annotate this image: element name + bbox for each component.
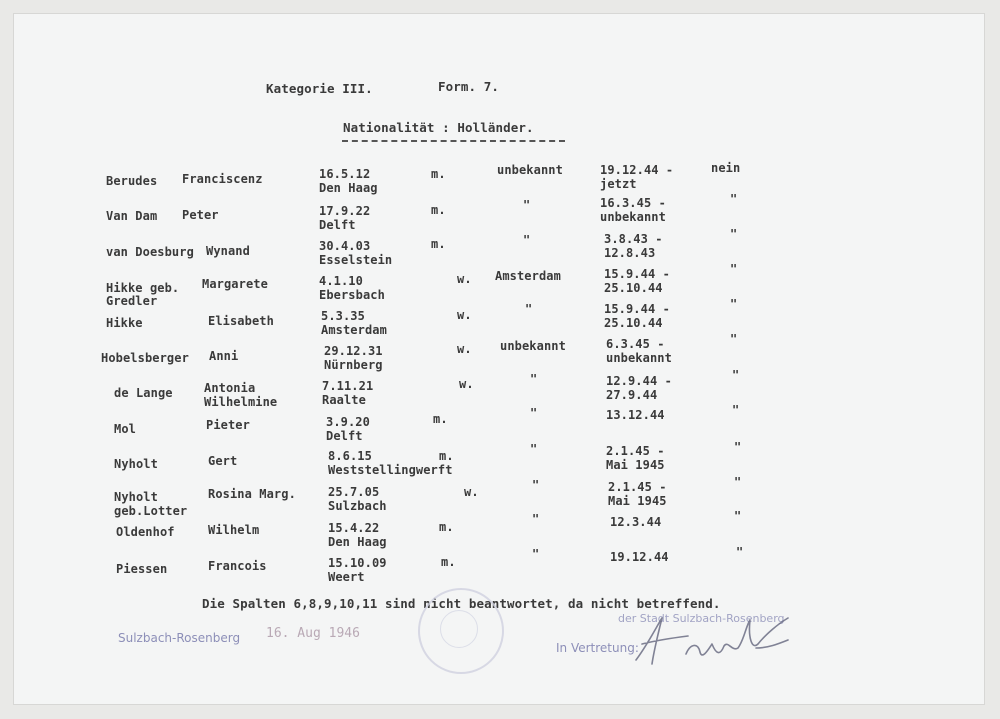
row-firstname-line2: Wilhelmine (204, 395, 278, 409)
row-period-end: 25.10.44 (604, 316, 663, 330)
row-residence: " (532, 512, 540, 526)
row-answer: " (732, 403, 740, 417)
row-sex: m. (431, 237, 446, 251)
row-sex: m. (431, 203, 446, 217)
row-firstname: Wynand (206, 244, 250, 258)
row-surname: Hikke (106, 316, 143, 330)
row-surname: Hikke geb. (106, 281, 180, 295)
row-surname-line2: Gredler (106, 294, 158, 308)
row-period-end: jetzt (600, 177, 637, 191)
row-answer: " (734, 509, 742, 523)
row-period-start: 13.12.44 (606, 408, 665, 422)
row-period-end: 27.9.44 (606, 388, 658, 402)
row-residence: unbekannt (497, 163, 563, 177)
row-surname: Berudes (106, 174, 158, 188)
row-answer: " (732, 368, 740, 382)
row-answer: " (734, 440, 742, 454)
official-seal-emblem (440, 610, 478, 648)
row-period-start: 2.1.45 - (608, 480, 667, 494)
row-birthplace: Amsterdam (321, 323, 387, 337)
row-firstname: Elisabeth (208, 314, 274, 328)
row-period-end: unbekannt (600, 210, 666, 224)
row-sex: m. (441, 555, 456, 569)
row-birthplace: Delft (326, 429, 363, 443)
row-surname: Piessen (116, 562, 168, 576)
row-surname: Nyholt (114, 490, 158, 504)
row-surname: Oldenhof (116, 525, 175, 539)
row-firstname: Peter (182, 208, 219, 222)
row-surname: de Lange (114, 386, 173, 400)
row-surname: Van Dam (106, 209, 158, 223)
row-period-start: 12.3.44 (610, 515, 662, 529)
row-firstname: Margarete (202, 277, 268, 291)
row-residence: " (532, 478, 540, 492)
row-birthplace: Den Haag (328, 535, 387, 549)
row-birthplace: Weststellingwerft (328, 463, 453, 477)
row-residence: unbekannt (500, 339, 566, 353)
row-birthdate: 16.5.12 (319, 167, 371, 181)
row-surname: Mol (114, 422, 136, 436)
row-birthdate: 29.12.31 (324, 344, 383, 358)
row-birthplace: Nürnberg (324, 358, 383, 372)
footer-note: Die Spalten 6,8,9,10,11 sind nicht beantwortet, da nicht betreffend. (202, 596, 721, 611)
row-surname: Nyholt (114, 457, 158, 471)
row-birthplace: Raalte (322, 393, 366, 407)
row-sex: w. (457, 272, 472, 286)
row-firstname: Francois (208, 559, 267, 573)
row-firstname: Rosina Marg. (208, 487, 296, 501)
stamp-town: Sulzbach-Rosenberg (118, 631, 241, 645)
form-label: Form. 7. (438, 79, 500, 94)
row-birthplace: Weert (328, 570, 365, 584)
row-firstname: Antonia (204, 381, 256, 395)
signature (628, 604, 798, 674)
row-birthplace: Ebersbach (319, 288, 385, 302)
row-firstname: Anni (209, 349, 239, 363)
row-answer: " (730, 192, 738, 206)
row-birthdate: 8.6.15 (328, 449, 372, 463)
row-surname: Hobelsberger (101, 351, 189, 365)
row-birthdate: 7.11.21 (322, 379, 374, 393)
row-sex: w. (457, 308, 472, 322)
row-birthdate: 4.1.10 (319, 274, 363, 288)
row-firstname: Wilhelm (208, 523, 260, 537)
row-period-start: 2.1.45 - (606, 444, 665, 458)
row-period-end: Mai 1945 (606, 458, 665, 472)
row-firstname: Gert (208, 454, 238, 468)
row-period-start: 15.9.44 - (604, 302, 670, 316)
row-residence: " (530, 406, 538, 420)
row-sex: m. (433, 412, 448, 426)
row-residence: " (523, 233, 531, 247)
row-sex: m. (439, 449, 454, 463)
row-answer: " (730, 262, 738, 276)
row-birthplace: Delft (319, 218, 356, 232)
row-sex: w. (457, 342, 472, 356)
row-sex: m. (439, 520, 454, 534)
row-sex: m. (431, 167, 446, 181)
row-residence: " (532, 547, 540, 561)
stamp-authority: der Stadt Sulzbach-Rosenberg (618, 612, 785, 625)
stamp-in-vertretung: In Vertretung: (556, 641, 639, 655)
row-birthdate: 15.4.22 (328, 521, 380, 535)
row-sex: w. (464, 485, 479, 499)
title-underline (342, 140, 565, 142)
row-surname-line2: geb.Lotter (114, 504, 188, 518)
row-residence: " (530, 372, 538, 386)
row-period-end: 25.10.44 (604, 281, 663, 295)
row-period-start: 16.3.45 - (600, 196, 666, 210)
row-period-start: 6.3.45 - (606, 337, 665, 351)
row-firstname: Franciscenz (182, 172, 263, 186)
row-period-end: 12.8.43 (604, 246, 656, 260)
row-answer: " (730, 297, 738, 311)
row-period-start: 12.9.44 - (606, 374, 672, 388)
row-birthdate: 30.4.03 (319, 239, 371, 253)
nationality-title: Nationalität : Holländer. (343, 120, 534, 135)
row-period-start: 15.9.44 - (604, 267, 670, 281)
row-birthdate: 3.9.20 (326, 415, 370, 429)
row-birthdate: 17.9.22 (319, 204, 371, 218)
row-birthdate: 15.10.09 (328, 556, 387, 570)
row-period-start: 19.12.44 - (600, 163, 674, 177)
row-answer: " (736, 545, 744, 559)
row-answer: " (734, 475, 742, 489)
row-residence: " (530, 442, 538, 456)
row-birthplace: Sulzbach (328, 499, 387, 513)
row-birthplace: Esselstein (319, 253, 393, 267)
row-answer: " (730, 227, 738, 241)
row-sex: w. (459, 377, 474, 391)
row-answer: " (730, 332, 738, 346)
row-answer: nein (711, 161, 741, 175)
row-firstname: Pieter (206, 418, 250, 432)
row-period-start: 19.12.44 (610, 550, 669, 564)
row-surname: van Doesburg (106, 245, 194, 259)
date-stamp: 16. Aug 1946 (266, 626, 360, 641)
row-residence: Amsterdam (495, 269, 561, 283)
row-period-start: 3.8.43 - (604, 232, 663, 246)
row-residence: " (525, 302, 533, 316)
row-birthdate: 5.3.35 (321, 309, 365, 323)
row-period-end: Mai 1945 (608, 494, 667, 508)
row-period-end: unbekannt (606, 351, 672, 365)
row-residence: " (523, 198, 531, 212)
row-birthdate: 25.7.05 (328, 485, 380, 499)
category-label: Kategorie III. (266, 81, 373, 96)
row-birthplace: Den Haag (319, 181, 378, 195)
